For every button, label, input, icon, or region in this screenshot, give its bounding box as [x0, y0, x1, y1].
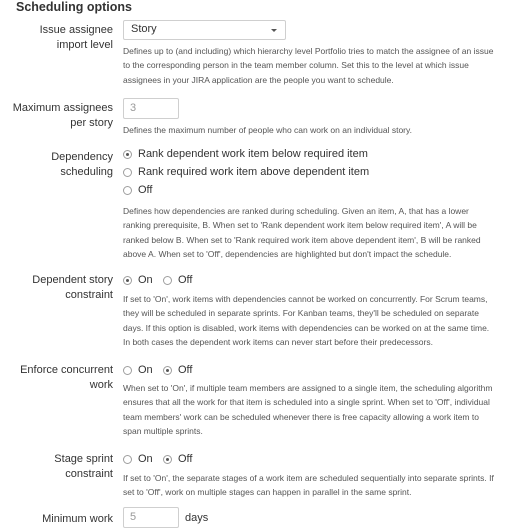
- enforce-concurrent-on-radio[interactable]: [123, 366, 132, 375]
- dependent-story-on-radio[interactable]: [123, 276, 132, 285]
- stage-sprint-off-label[interactable]: Off: [178, 453, 193, 465]
- stage-sprint-on-label[interactable]: On: [138, 453, 153, 465]
- dependent-story-on-label[interactable]: On: [138, 274, 153, 286]
- minimum-work-input[interactable]: 5: [123, 507, 179, 528]
- max-assignees-input[interactable]: 3: [123, 98, 179, 119]
- section-title: Scheduling options: [16, 0, 132, 14]
- minimum-work-unit: days: [185, 512, 209, 524]
- chevron-down-icon: [271, 29, 277, 32]
- issue-assignee-selected: Story: [131, 23, 157, 35]
- enforce-concurrent-label: Enforce concurrent work: [20, 364, 113, 391]
- enforce-concurrent-off-label[interactable]: Off: [178, 364, 193, 376]
- max-assignees-description: Defines the maximum number of people who can work on an individual story.: [123, 125, 412, 135]
- stage-sprint-on-radio[interactable]: [123, 455, 132, 464]
- issue-assignee-select[interactable]: [123, 20, 286, 40]
- stage-sprint-label: Stage sprint constraint: [54, 453, 113, 480]
- issue-assignee-description: Defines up to (and including) which hierarchy level Portfolio tries to match the assignee of an issue to the corresponding person in the team member column. Set this to the level at which issue assignees in your JIRA application are the people you want to schedule.: [123, 46, 494, 85]
- dependent-story-off-label[interactable]: Off: [178, 274, 193, 286]
- dependency-option-rank-below-label[interactable]: Rank dependent work item below required item: [138, 148, 368, 160]
- dependent-story-label: Dependent story constraint: [32, 274, 113, 301]
- dependent-story-description: If set to 'On', work items with dependencies cannot be worked on concurrently. For Scrum teams, they will be scheduled in separate sprints. For Kanban teams, they'll be scheduled on separate days. If this option is disabled, work items with dependencies can be worked on at the same time. In both cases the dependent work items can never start before their predecessors.: [123, 294, 490, 348]
- enforce-concurrent-off-radio[interactable]: [163, 366, 172, 375]
- enforce-concurrent-description: When set to 'On', if multiple team members are assigned to a single item, the scheduling algorithm ensures that all the work for that item is scheduled into a single sprint. When set to 'Off', individual team members' work can be scheduled whenever there is free capacity allowing a work item to span multiple sprints.: [123, 383, 493, 437]
- dependency-scheduling-description: Defines how dependencies are ranked during scheduling. Given an item, A, that has a lower ranking prerequisite, B. When set to 'Rank dependent work item below required item', A will be ranked below B. When set to 'Rank required work item above dependent item', B will be ranked above A. When set to 'Off', dependencies are highlighted but don't impact the schedule.: [123, 206, 481, 260]
- dependency-scheduling-label: Dependency scheduling: [51, 151, 113, 178]
- enforce-concurrent-on-label[interactable]: On: [138, 364, 153, 376]
- stage-sprint-off-radio[interactable]: [163, 455, 172, 464]
- dependent-story-off-radio[interactable]: [163, 276, 172, 285]
- dependency-option-rank-above-label[interactable]: Rank required work item above dependent item: [138, 166, 370, 178]
- minimum-work-label: Minimum work: [42, 513, 113, 525]
- dependency-option-off-radio[interactable]: [123, 186, 132, 195]
- dependency-option-rank-above-radio[interactable]: [123, 168, 132, 177]
- max-assignees-label: Maximum assignees per story: [12, 102, 113, 129]
- stage-sprint-description: If set to 'On', the separate stages of a work item are scheduled sequentially into separate sprints. If set to 'Off', work on multiple stages can happen in parallel in the same sprint.: [123, 473, 494, 498]
- dependency-option-off-label[interactable]: Off: [138, 184, 153, 196]
- issue-assignee-label: Issue assignee import level: [39, 24, 113, 51]
- dependency-option-rank-below-radio[interactable]: [123, 150, 132, 159]
